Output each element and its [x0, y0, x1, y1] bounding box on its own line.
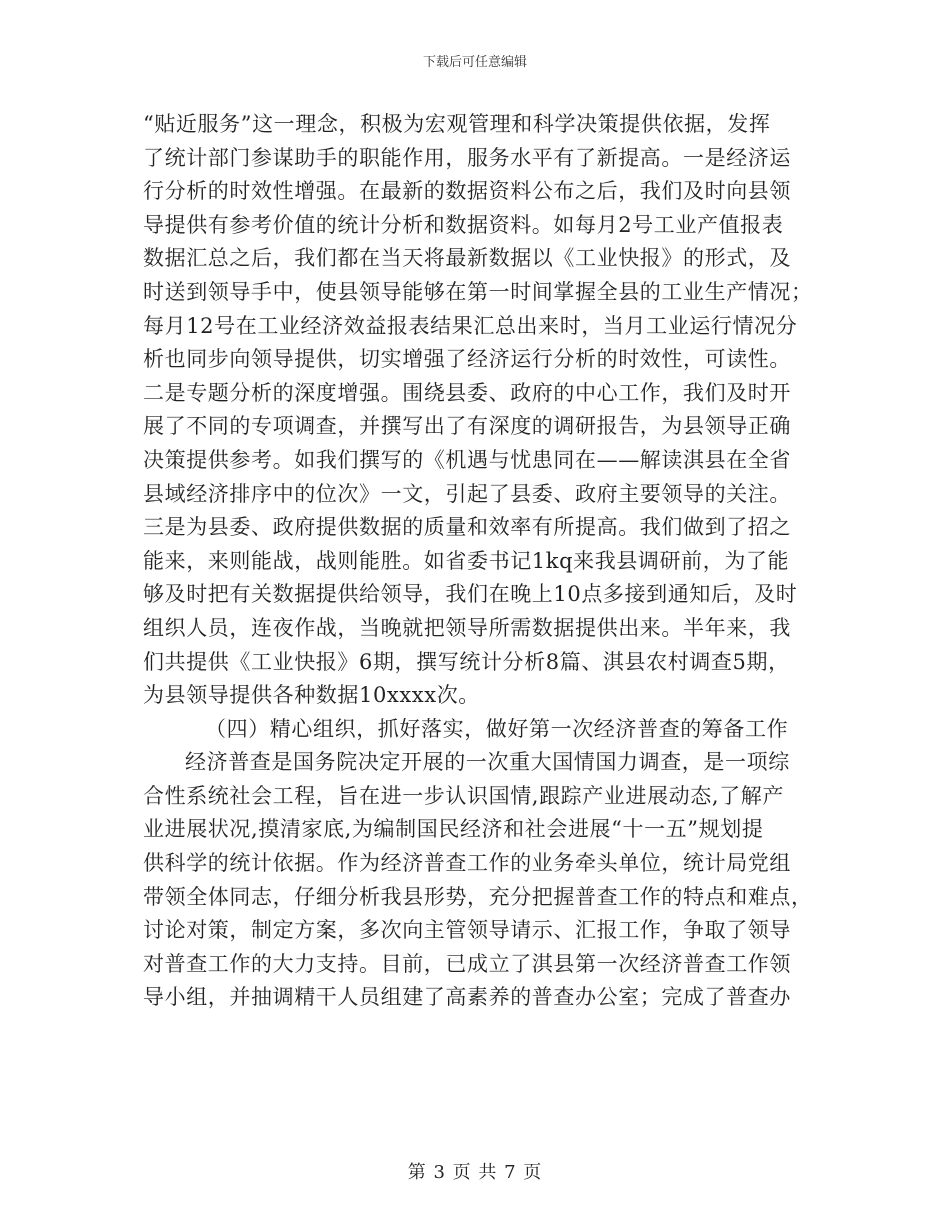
- text-line: 带领全体同志，仔细分析我县形势，充分把握普查工作的特点和难点，: [143, 884, 813, 909]
- text-line: 每月12号在工业经济效益报表结果汇总出来时，当月工业运行情况分: [143, 313, 798, 338]
- section-heading: （四）精心组织，抓好落实，做好第一次经济普查的筹备工作: [205, 716, 789, 741]
- page-footer: 第 3 页 共 7 页: [407, 1162, 543, 1183]
- text-line: 三是为县委、政府提供数据的质量和效率有所提高。我们做到了招之: [143, 515, 791, 540]
- text-line: 业进展状况,摸清家底,为编制国民经济和社会进展“十一五”规划提: [143, 817, 764, 842]
- text-line: 对普查工作的大力支持。目前，已成立了淇县第一次经济普查工作领: [143, 951, 791, 976]
- text-line: 时送到领导手中，使县领导能够在第一时间掌握全县的工业生产情况；: [143, 279, 813, 304]
- text-line: 二是专题分析的深度增强。围绕县委、政府的中心工作，我们及时开: [143, 380, 791, 405]
- text-line: 组织人员，连夜作战，当晚就把领导所需数据提供出来。半年来，我: [143, 615, 791, 640]
- text-line: 导小组，并抽调精干人员组建了高素养的普查办公室；完成了普查办: [143, 985, 791, 1010]
- text-line: 经济普查是国务院决定开展的一次重大国情国力调查，是一项综: [185, 750, 790, 775]
- text-line: 们共提供《工业快报》6期，撰写统计分析8篇、淇县农村调查5期，: [143, 649, 790, 674]
- text-line: 供科学的统计依据。作为经济普查工作的业务牵头单位，统计局党组: [143, 851, 791, 876]
- text-line: 了统计部门参谋助手的职能作用，服务水平有了新提高。一是经济运: [143, 145, 791, 170]
- text-line: 决策提供参考。如我们撰写的《机遇与忧患同在——解读淇县在全省: [143, 447, 791, 472]
- text-line: 能来，来则能战，战则能胜。如省委书记1kq来我县调研前，为了能: [143, 548, 790, 573]
- document-body: [143, 108, 811, 1015]
- text-line: 讨论对策，制定方案，多次向主管领导请示、汇报工作，争取了领导: [143, 918, 791, 943]
- page-header: 下载后可任意编辑: [422, 55, 527, 70]
- text-line: 够及时把有关数据提供给领导，我们在晚上10点多接到通知后，及时: [143, 582, 798, 607]
- text-line: 导提供有参考价值的统计分析和数据资料。如每月2号工业产值报表: [143, 212, 784, 237]
- text-line: 析也同步向领导提供，切实增强了经济运行分析的时效性，可读性。: [143, 347, 791, 372]
- text-line: 县域经济排序中的位次》一文，引起了县委、政府主要领导的关注。: [143, 481, 791, 506]
- text-line: 展了不同的专项调查，并撰写出了有深度的调研报告，为县领导正确: [143, 414, 791, 439]
- text-line: 数据汇总之后，我们都在当天将最新数据以《工业快报》的形式，及: [143, 246, 791, 271]
- text-line: “贴近服务”这一理念，积极为宏观管理和科学决策提供依据，发挥: [143, 112, 771, 136]
- text-line: 行分析的时效性增强。在最新的数据资料公布之后，我们及时向县领: [143, 179, 791, 204]
- text-line: 为县领导提供各种数据10xxxx次。: [143, 683, 480, 708]
- text-line: 合性系统社会工程，旨在进一步认识国情,跟踪产业进展动态,了解产: [143, 783, 784, 808]
